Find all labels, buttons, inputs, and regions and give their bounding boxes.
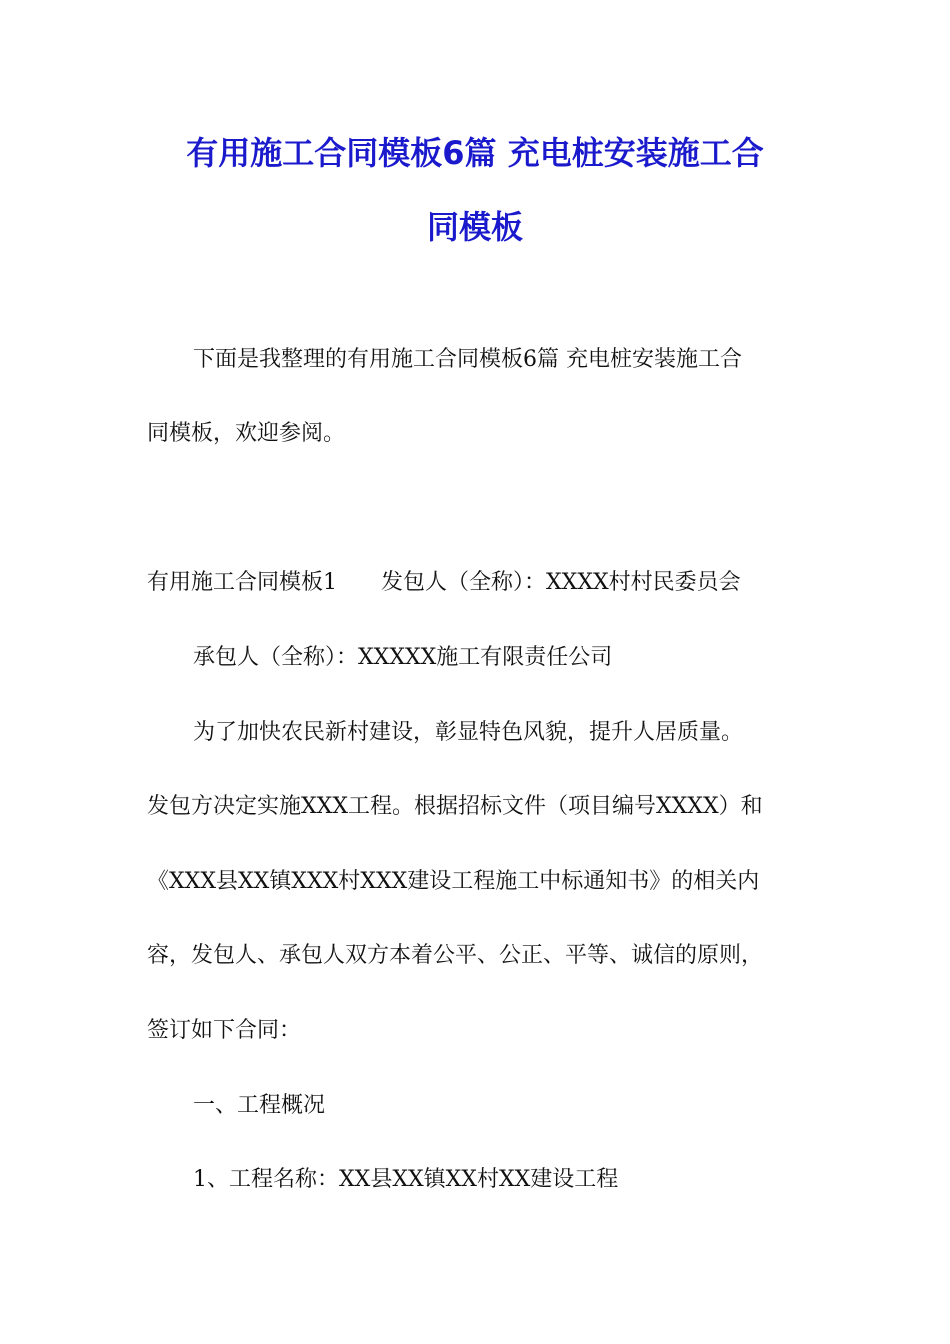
section-overview-heading: 一、工程概况 <box>193 1093 326 1118</box>
project-name-line: 1、工程名称：XX县XX镇XX村XX建设工程 <box>193 1167 619 1192</box>
purpose-line-2: 发包方决定实施XXX工程。根据招标文件（项目编号XXXX）和 <box>147 794 763 819</box>
document-title-line-2: 同模板 <box>426 208 523 246</box>
purpose-line-4: 容，发包人、承包人双方本着公平、公正、平等、诚信的原则， <box>147 943 764 968</box>
purpose-line-1: 为了加快农民新村建设，彰显特色风貌，提升人居质量。 <box>193 720 744 745</box>
intro-line-1: 下面是我整理的有用施工合同模板6篇 充电桩安装施工合 <box>193 347 742 372</box>
purpose-line-5: 签订如下合同： <box>147 1018 302 1043</box>
contractor-line: 承包人（全称）：XXXXX施工有限责任公司 <box>193 645 613 670</box>
section1-heading: 有用施工合同模板1 发包人（全称）：XXXX村村民委员会 <box>147 570 741 595</box>
purpose-line-3: 《XXX县XX镇XXX村XXX建设工程施工中标通知书》的相关内 <box>147 869 760 894</box>
intro-line-2: 同模板，欢迎参阅。 <box>147 421 346 446</box>
document-title-line-1: 有用施工合同模板6篇 充电桩安装施工合 <box>186 134 764 172</box>
